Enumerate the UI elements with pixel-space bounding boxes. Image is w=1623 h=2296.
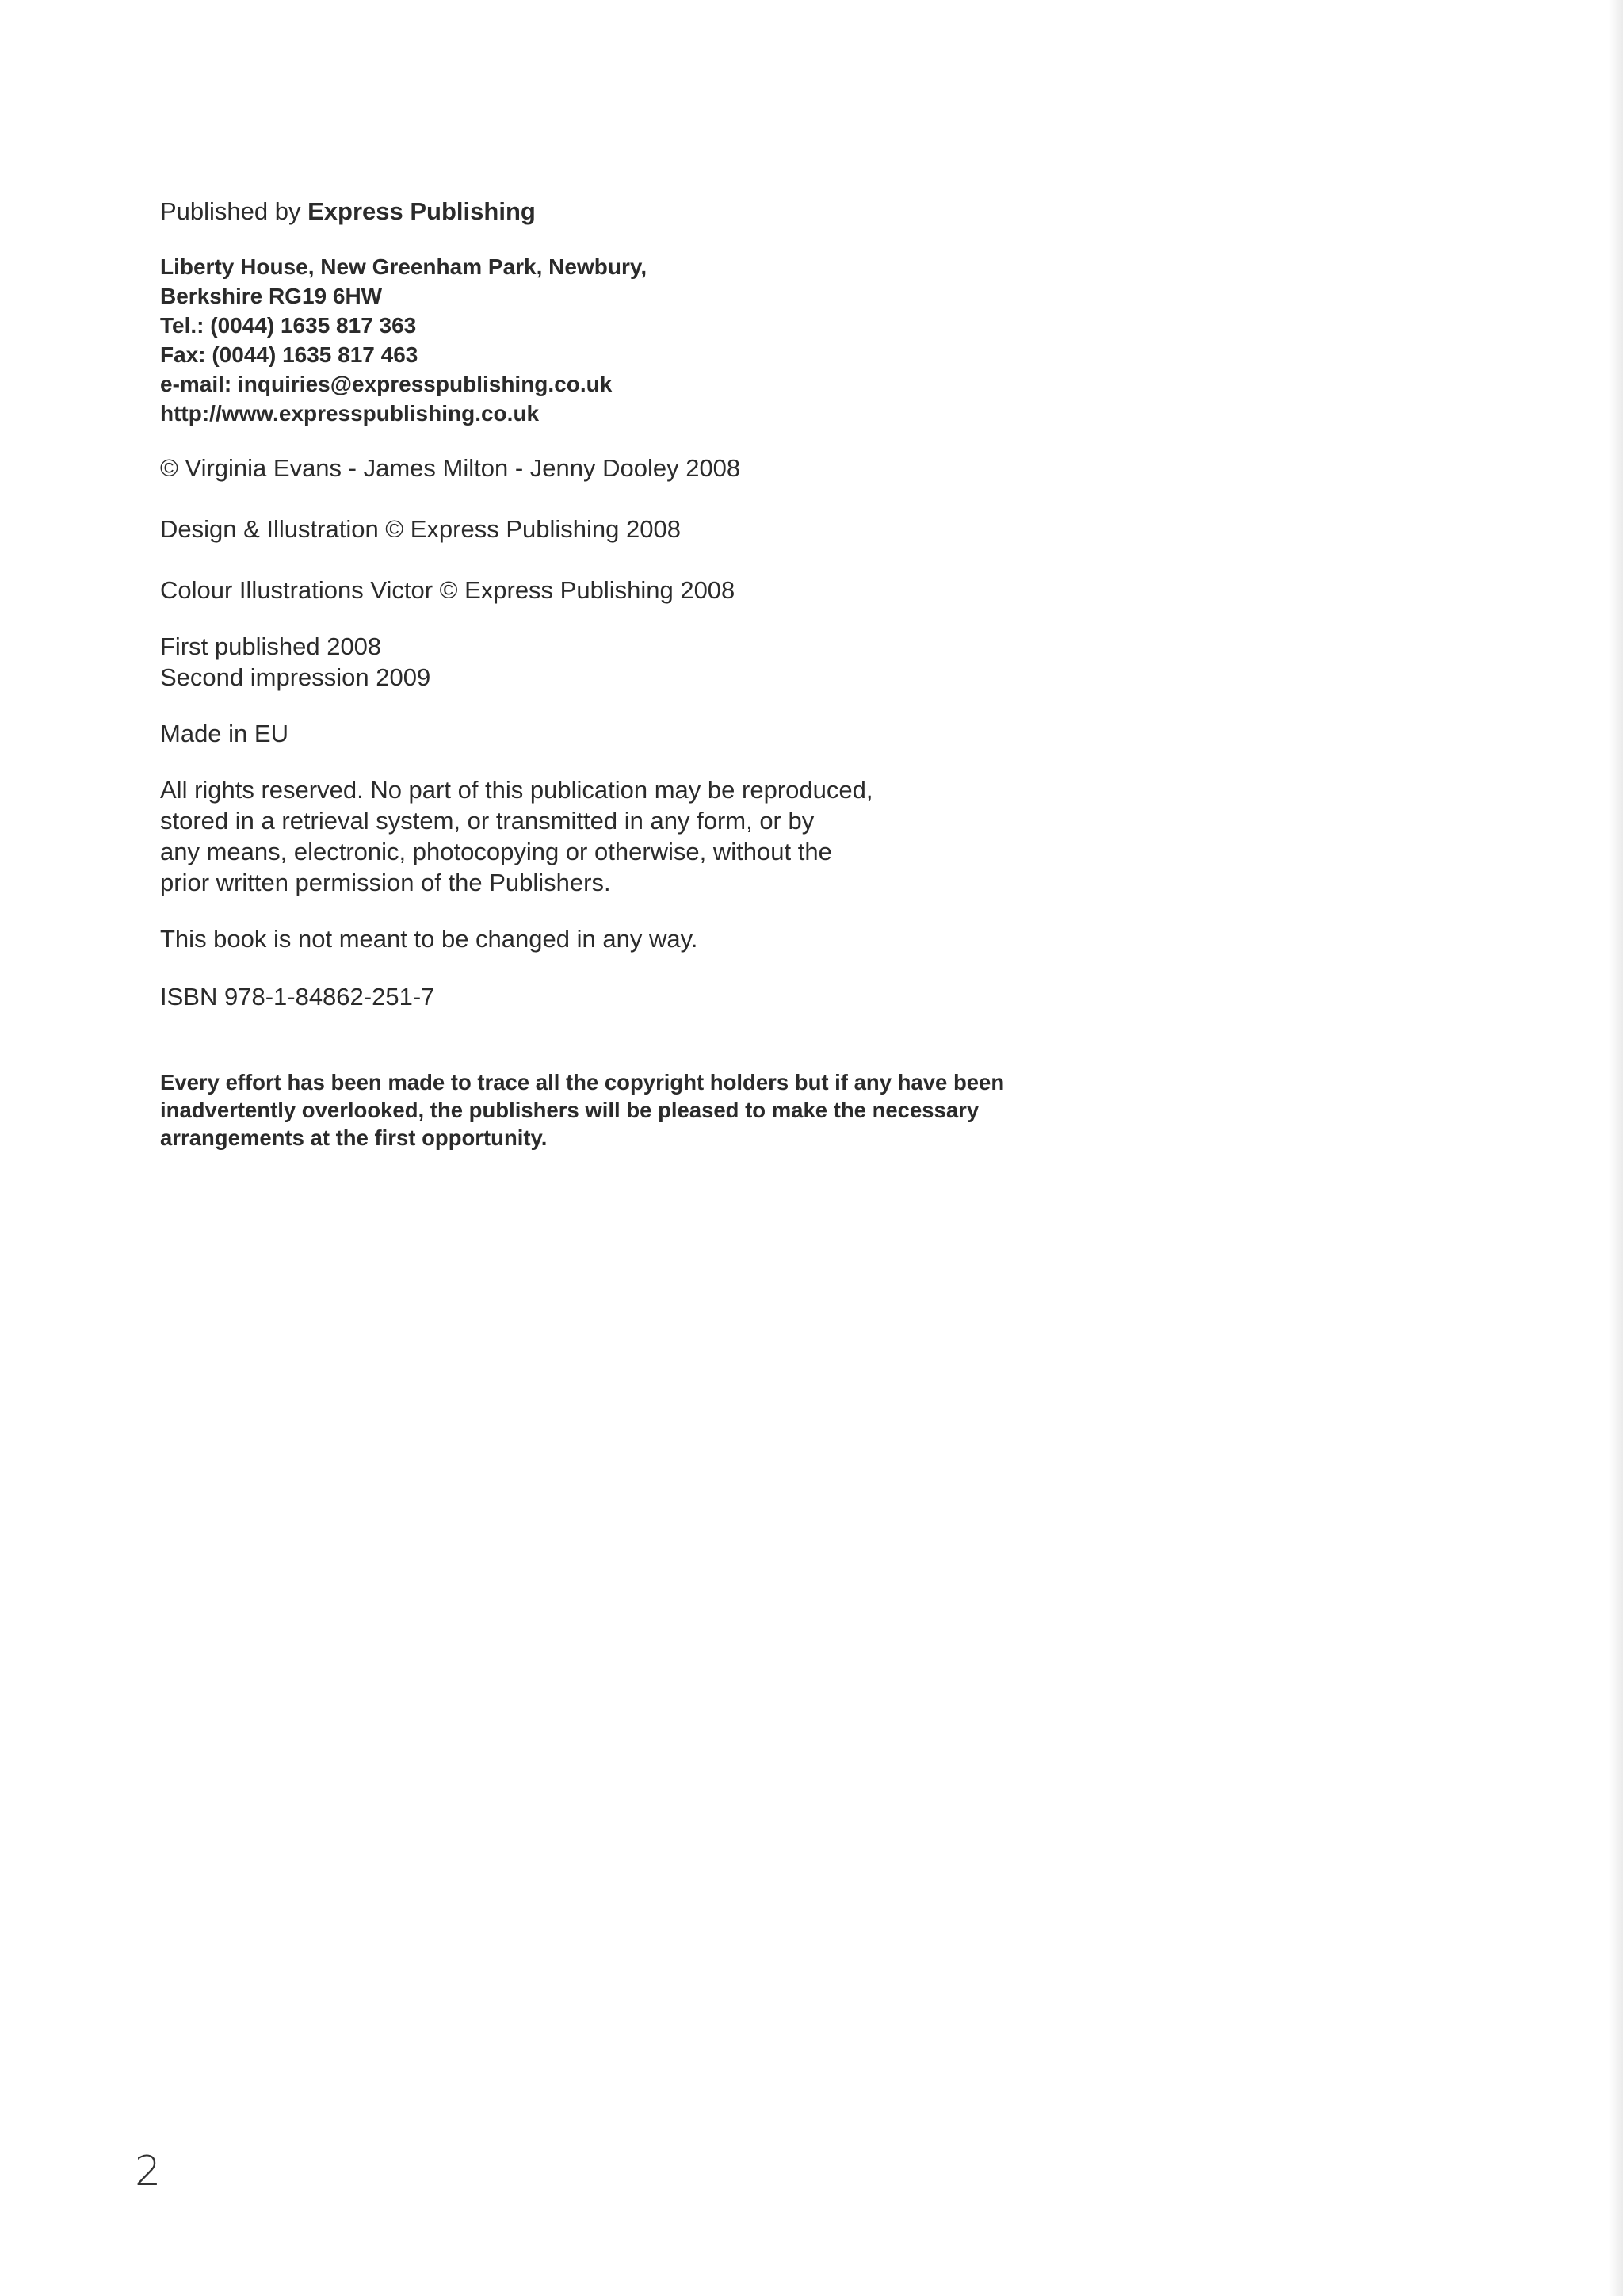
copyright-note-line-2: inadvertently overlooked, the publishers will be pleased to make the necessary <box>160 1098 980 1122</box>
made-in: Made in EU <box>160 720 288 747</box>
published-by-line <box>160 196 536 227</box>
first-published: First published 2008 <box>160 632 382 660</box>
colour-illustrations-copyright: Colour Illustrations Victor © Express Publishing 2008 <box>160 576 735 604</box>
website: http://www.expresspublishing.co.uk <box>160 401 540 426</box>
email: e-mail: inquiries@expresspublishing.co.uk <box>160 372 613 396</box>
isbn: ISBN 978-1-84862-251-7 <box>160 983 435 1010</box>
published-by-prefix: Published by <box>160 197 308 225</box>
second-impression: Second impression 2009 <box>160 663 431 691</box>
page-edge-shadow <box>1609 0 1623 2296</box>
no-change-notice: This book is not meant to be changed in any way. <box>160 925 698 953</box>
address-line-2: Berkshire RG19 6HW <box>160 284 383 308</box>
copyright-note-line-3: arrangements at the first opportunity. <box>160 1125 548 1150</box>
publisher-name: Express Publishing <box>307 197 536 225</box>
copyright-note-line-1: Every effort has been made to trace all the copyright holders but if any have been <box>160 1070 1005 1095</box>
design-copyright: Design & Illustration © Express Publishing 2008 <box>160 515 681 543</box>
page-number: 2 <box>135 2148 162 2195</box>
telephone: Tel.: (0044) 1635 817 363 <box>160 313 417 338</box>
rights-line-4: prior written permission of the Publishers. <box>160 869 611 896</box>
address-line-1: Liberty House, New Greenham Park, Newbury, <box>160 254 647 279</box>
rights-line-2: stored in a retrieval system, or transmitted in any form, or by <box>160 807 815 835</box>
authors-copyright: © Virginia Evans - James Milton - Jenny Dooley 2008 <box>160 454 741 482</box>
fax: Fax: (0044) 1635 817 463 <box>160 342 418 367</box>
rights-line-3: any means, electronic, photocopying or otherwise, without the <box>160 838 832 865</box>
rights-line-1: All rights reserved. No part of this publication may be reproduced, <box>160 776 873 804</box>
